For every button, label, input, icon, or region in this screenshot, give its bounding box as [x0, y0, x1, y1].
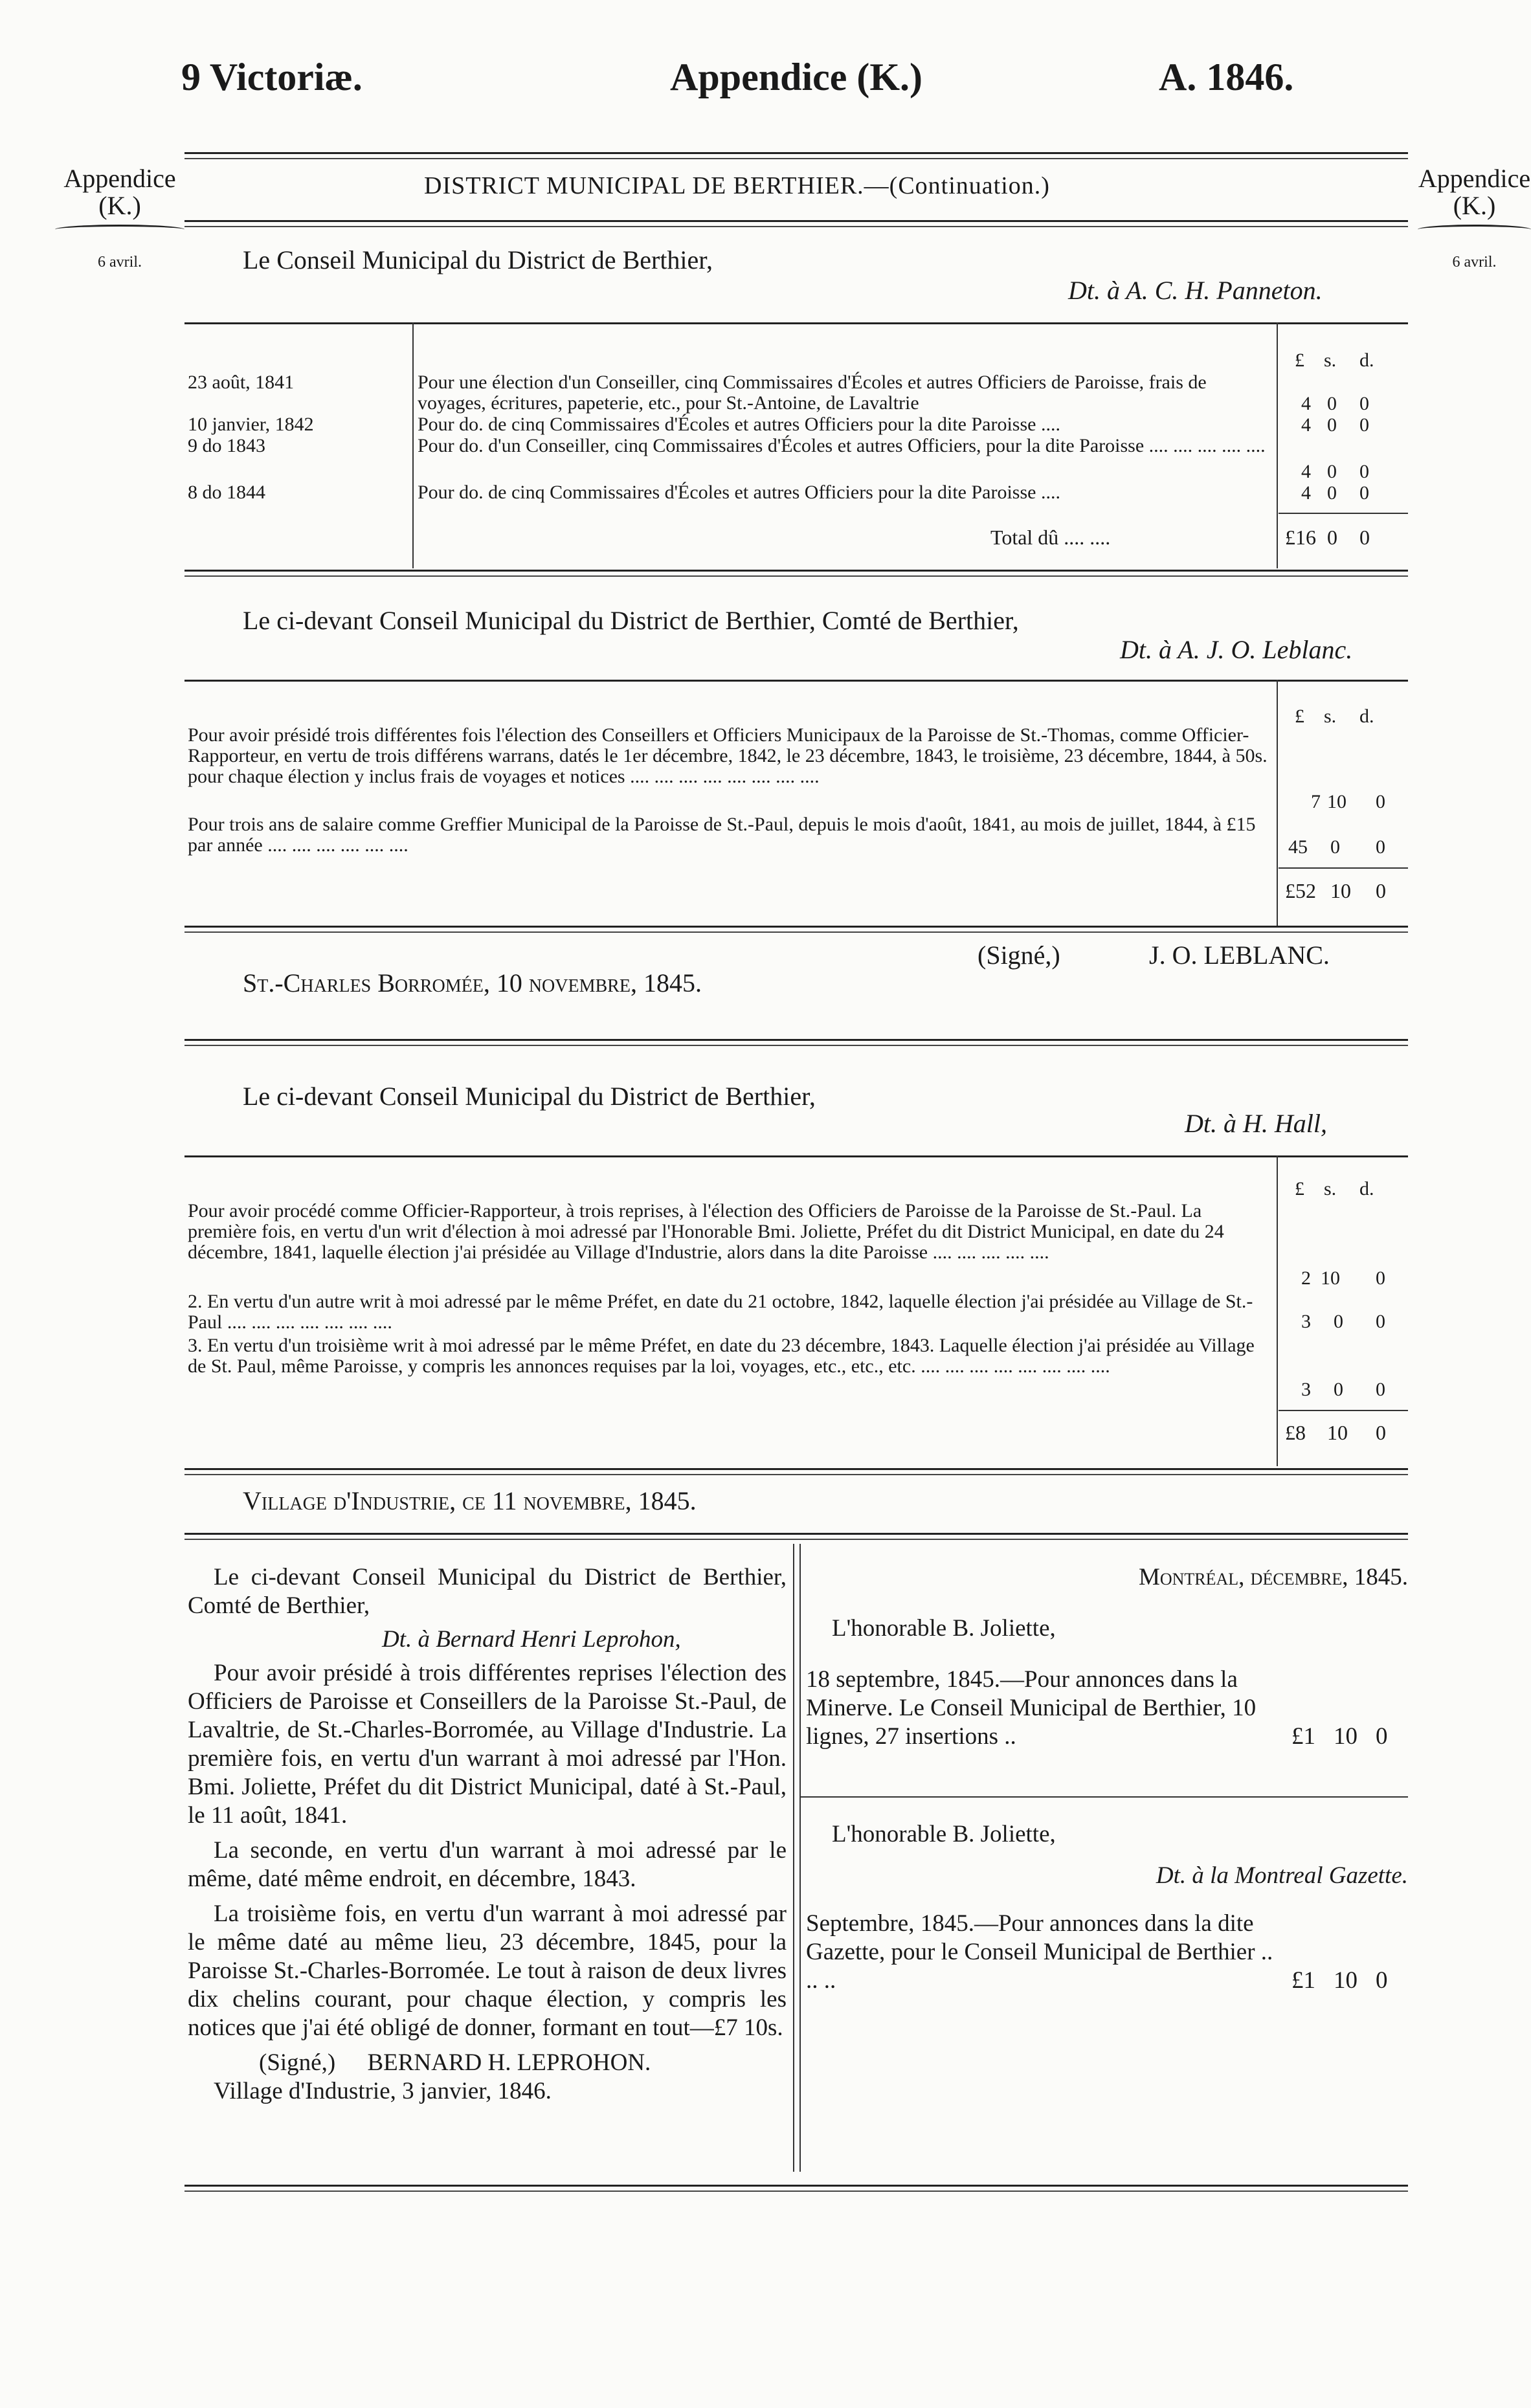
row-shillings: 0 [1327, 461, 1337, 482]
row-pence: 0 [1359, 414, 1369, 436]
account2-amount-divider [1277, 680, 1278, 926]
account2-shilling-header: s. [1324, 706, 1337, 727]
account2-total-pence: 0 [1376, 879, 1386, 902]
left-paragraph-3: La troisième fois, en vertu d'un warrant à moi adressé par le même daté au même lieu, 23 décembre, 1845, pour la Paroisse St.-Charles-Borromée. Le tout à raison de deux livres dix chelins courant, pour chaque élection, y compris les notices que j'ai été obligé de donner, formant en tout—£7 10s. [188, 1901, 787, 2041]
account3-debtor: Le ci-devant Conseil Municipal du District de Berthier, [243, 1082, 816, 1111]
entry-pence: 0 [1376, 1967, 1388, 1994]
account2-creditor: Dt. à A. J. O. Leblanc. [1120, 635, 1353, 664]
row-shillings: 10 [1321, 1267, 1340, 1289]
margin-note-right [1418, 165, 1531, 276]
row-pounds: 3 [1301, 1311, 1311, 1332]
account3-place-date: Village d'Industrie, ce 11 novembre, 1845. [243, 1486, 697, 1515]
account2-top-rule [184, 680, 1408, 682]
account2-signed-label: (Signé,) [978, 941, 1060, 970]
right-entry1-text: 18 septembre, 1845.—Pour annonces dans la Minerve. Le Conseil Municipal de Berthier, 10 lignes, 27 insertions .. [806, 1666, 1257, 1750]
account1-bottom-rule [184, 570, 1408, 577]
account1-sum-rule [1279, 513, 1408, 514]
account3-amount-divider [1277, 1155, 1278, 1466]
account3-total-shillings: 10 [1327, 1421, 1348, 1444]
right-entry2-amount [1279, 1910, 1388, 1995]
row-pounds: 7 [1311, 791, 1321, 812]
account1-pence-header: d. [1359, 350, 1374, 371]
account3-bottom-rule [184, 1468, 1408, 1475]
account2-bottom-rule [184, 926, 1408, 933]
account1-amount-divider [1277, 322, 1278, 568]
right-entry1 [806, 1666, 1408, 1751]
entry-pence: 0 [1376, 1723, 1388, 1750]
account2-debtor: Le ci-devant Conseil Municipal du District de Berthier, Comté de Berthier, [243, 606, 1019, 635]
account3-creditor: Dt. à H. Hall, [1185, 1109, 1327, 1138]
row-desc: 3. En vertu d'un troisième writ à moi adressé par le même Préfet, en date du 23 décembre, 1843. Laquelle élection j'ai présidée au Village de St. Paul, même Paroisse, y compris les annonces requises par la loi, voyages, etc., etc., etc. .... .... .... .... .... .... .... .... [188, 1335, 1255, 1377]
row-pounds: 4 [1301, 414, 1311, 436]
row-desc: Pour avoir présidé trois différentes fois l'élection des Conseillers et Officiers Municipaux de la Paroisse de St.-Thomas, comme Officier-Rapporteur, en vertu de trois différens warrans, datés le 1er décembre, 1842, le 23 décembre, 1843, le troisième, 23 décembre, 1844, à 50s. pour chaque élection y inclus frais de voyages et notices .... .... .... .... .... .... .... .... [188, 724, 1268, 787]
row-pence: 0 [1376, 836, 1385, 858]
row-pence: 0 [1359, 482, 1369, 504]
header-left: 9 Victoriæ. [181, 56, 363, 98]
account2-total-pounds: £52 [1285, 879, 1316, 902]
left-column [188, 1563, 787, 2106]
left-creditor: Dt. à Bernard Henri Leprohon, [382, 1626, 681, 1653]
row-shillings: 0 [1327, 414, 1337, 436]
row-shillings: 0 [1327, 482, 1337, 504]
left-signature [259, 2049, 787, 2077]
account1-shilling-header: s. [1324, 350, 1337, 371]
account3-shilling-header: s. [1324, 1178, 1337, 1199]
right-column-rule [799, 1796, 1408, 1798]
account2-pound-header: £ [1295, 706, 1304, 727]
right-place-date: Montréal, décembre, 1845. [1138, 1564, 1408, 1590]
row-shillings: 0 [1334, 1379, 1343, 1400]
row-shillings: 0 [1327, 393, 1337, 414]
entry-shillings: 10 [1334, 1723, 1358, 1750]
account1-total-shillings: 0 [1327, 526, 1337, 549]
row-pounds: 4 [1301, 393, 1311, 414]
account1-pound-header: £ [1295, 350, 1304, 371]
right-entry2-text: Septembre, 1845.—Pour annonces dans la dite Gazette, pour le Conseil Municipal de Berthier .. .. .. [806, 1910, 1273, 1994]
right-entry2 [806, 1910, 1408, 1995]
account2-pence-header: d. [1359, 706, 1374, 727]
account1-total-pounds: £16 [1285, 526, 1316, 549]
account1-top-rule [184, 322, 1408, 324]
account3-sum-rule [1279, 1410, 1408, 1411]
left-paragraph-2: La seconde, en vertu d'un warrant à moi adressé par le même, daté même endroit, en décembre, 1843. [188, 1837, 787, 1892]
entry-shillings: 10 [1334, 1967, 1358, 1994]
account2-sign-rule [184, 1039, 1408, 1046]
account1-creditor: Dt. à A. C. H. Panneton. [1068, 276, 1323, 305]
left-signed-label: (Signé,) [259, 2049, 336, 2076]
row-pounds: 4 [1301, 461, 1311, 482]
row-desc: Pour do. d'un Conseiller, cinq Commissaires d'Écoles et autres Officiers, pour la dite Paroisse .... .... .... .... .... [418, 435, 1266, 456]
account2-total-shillings: 10 [1330, 879, 1351, 902]
page-bottom-rule [184, 2185, 1408, 2192]
row-desc: Pour do. de cinq Commissaires d'Écoles et autres Officiers pour la dite Paroisse .... [418, 482, 1060, 503]
row-pounds: 45 [1288, 836, 1308, 858]
right-entry1-amount [1279, 1666, 1388, 1751]
margin-date: 6 avril. [1452, 254, 1497, 271]
left-signed-name: BERNARD H. LEPROHON. [367, 2049, 651, 2076]
account3-total-pounds: £8 [1285, 1421, 1306, 1444]
account3-sign-rule [184, 1533, 1408, 1540]
account3-pound-header: £ [1295, 1178, 1304, 1199]
header-right: A. 1846. [1159, 56, 1294, 98]
entry-pounds: £1 [1291, 1723, 1315, 1750]
account3-pence-header: d. [1359, 1178, 1374, 1199]
left-debtor: Le ci-devant Conseil Municipal du District de Berthier, Comté de Berthier, [188, 1564, 787, 1619]
row-desc: 2. En vertu d'un autre writ à moi adressé par le même Préfet, en date du 21 octobre, 1842, laquelle élection j'ai présidée au Village de St.-Paul .... .... .... .... .... .... .... [188, 1291, 1253, 1333]
margin-note-left [55, 165, 184, 276]
row-date: 10 janvier, 1842 [188, 414, 314, 435]
right-entry2-to: L'honorable B. Joliette, [832, 1821, 1056, 1847]
account3-top-rule [184, 1155, 1408, 1157]
row-pounds: 2 [1301, 1267, 1311, 1289]
row-pence: 0 [1376, 1267, 1385, 1289]
right-column [806, 1563, 1408, 1995]
margin-label: Appendice (K.) [63, 164, 176, 220]
row-desc: Pour do. de cinq Commissaires d'Écoles et autres Officiers pour la dite Paroisse .... [418, 414, 1060, 435]
row-date: 8 do 1844 [188, 482, 265, 503]
account1-total-label: Total dû .... .... [990, 526, 1111, 549]
row-shillings: 10 [1327, 791, 1347, 812]
row-shillings: 0 [1330, 836, 1340, 858]
row-desc: Pour avoir procédé comme Officier-Rapporteur, à trois reprises, à l'élection des Officiers de Paroisse de la Paroisse de St.-Paul. La première fois, en vertu d'un writ d'élection à moi adressé par l'Honorable Bmi. Joliette, Préfet du dit District Municipal, en date du 24 décembre, 1841, laquelle élection j'ai présidée au Village d'Industrie, alors dans la dite Paroisse .... .... .... .... .... [188, 1200, 1224, 1263]
section-title: DISTRICT MUNICIPAL DE BERTHIER.—(Continuation.) [424, 172, 1050, 199]
account2-signed-name: J. O. LEBLANC. [1149, 941, 1330, 970]
column-divider [793, 1544, 801, 2172]
margin-label: Appendice (K.) [1418, 164, 1531, 220]
row-pence: 0 [1359, 461, 1369, 482]
account3-total-pence: 0 [1376, 1421, 1386, 1444]
right-entry1-to: L'honorable B. Joliette, [832, 1615, 1056, 1642]
margin-brace [55, 225, 184, 234]
left-place-date: Village d'Industrie, 3 janvier, 1846. [214, 2078, 552, 2104]
row-pence: 0 [1376, 1311, 1385, 1332]
account1-total-pence: 0 [1359, 526, 1370, 549]
entry-pounds: £1 [1291, 1967, 1315, 1994]
row-pounds: 3 [1301, 1379, 1311, 1400]
row-pounds: 4 [1301, 482, 1311, 504]
row-pence: 0 [1376, 791, 1385, 812]
table-row [188, 372, 405, 393]
left-paragraph-1: Pour avoir présidé à trois différentes reprises l'élection des Officiers de Paroisse et Conseillers de la Paroisse St.-Paul, de Lavaltrie, de St.-Charles-Borromée, au Village d'Industrie. La première fois, en vertu d'un warrant à moi adressé par l'Hon. Bmi. Joliette, Préfet du dit District Municipal, daté à St.-Paul, le 11 août, 1841. [188, 1660, 787, 1829]
right-entry2-creditor: Dt. à la Montreal Gazette. [1156, 1862, 1408, 1889]
row-pence: 0 [1376, 1379, 1385, 1400]
account2-sum-rule [1279, 867, 1408, 869]
account2-place-date: St.-Charles Borromée, 10 novembre, 1845. [243, 968, 702, 998]
section-title-rule [184, 220, 1408, 227]
row-shillings: 0 [1334, 1311, 1343, 1332]
row-desc: Pour une élection d'un Conseiller, cinq Commissaires d'Écoles et autres Officiers de Paroisse, frais de voyages, écritures, papeterie, etc., pour St.-Antoine, de Lavaltrie [418, 372, 1207, 414]
row-date: 23 août, 1841 [188, 372, 295, 393]
margin-brace [1418, 225, 1531, 234]
account1-debtor: Le Conseil Municipal du District de Berthier, [243, 245, 713, 274]
row-pence: 0 [1359, 393, 1369, 414]
row-date: 9 do 1843 [188, 435, 265, 456]
header-rule [184, 152, 1408, 159]
row-desc: Pour trois ans de salaire comme Greffier Municipal de la Paroisse de St.-Paul, depuis le mois d'août, 1841, au mois de juillet, 1844, à £15 par année .... .... .... .... .... .... [188, 814, 1256, 856]
header-center: Appendice (K.) [670, 56, 922, 98]
margin-date: 6 avril. [98, 254, 142, 271]
account1-date-divider [412, 322, 414, 568]
